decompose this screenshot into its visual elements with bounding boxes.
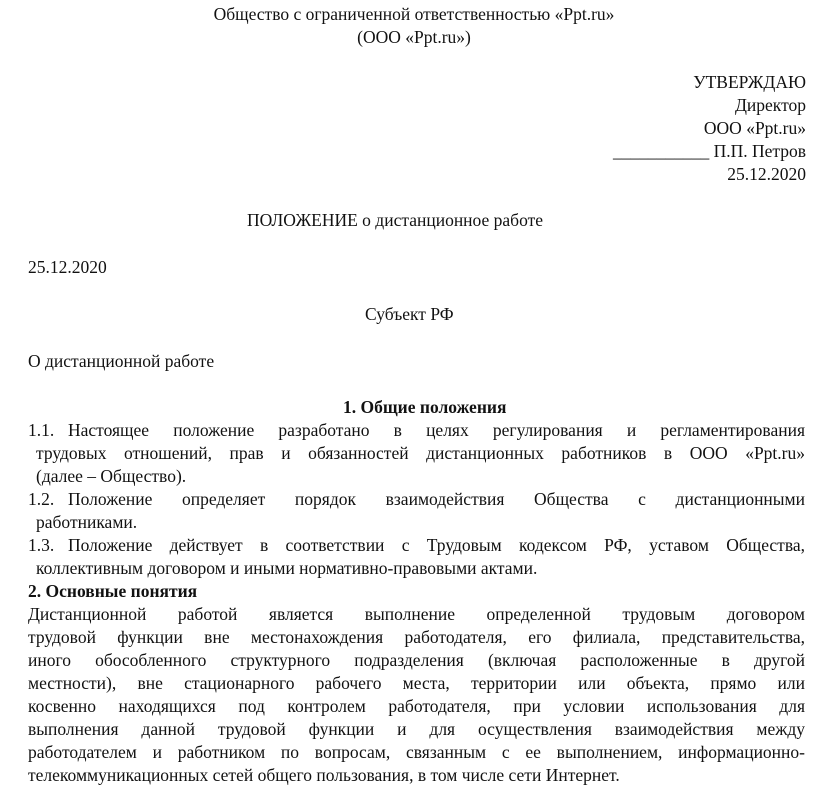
body-line: косвенно находящихся под контролем работодателя, при условии использования для	[28, 696, 805, 716]
body-line: трудовой функции вне местонахождения работодателя, его филиала, представительства,	[28, 627, 805, 647]
item-text-line: трудовых отношений, прав и обязанностей дистанционных работников в ООО «Ppt.ru»	[36, 443, 805, 463]
body-line: работодателем и работником по вопросам, связанным с ее выполнением, информационно-	[28, 742, 805, 762]
body-line: Дистанционной работой является выполнение определенной трудовым договором	[28, 604, 805, 624]
approval-position: Директор	[734, 95, 806, 115]
approval-date: 25.12.2020	[727, 164, 806, 184]
organization-full-name: Общество с ограниченной ответственностью «Ppt.ru»	[213, 4, 615, 24]
approval-title: УТВЕРЖДАЮ	[693, 72, 806, 92]
approval-company: ООО «Ppt.ru»	[703, 118, 806, 138]
signature-line: ___________	[612, 141, 710, 161]
item-number: 1.3.	[28, 535, 55, 555]
approval-signature	[613, 140, 806, 162]
item-text-line: коллективным договором и иными нормативно-правовыми актами.	[36, 558, 538, 578]
signatory-name: П.П. Петров	[713, 141, 806, 161]
document-place: Субъект РФ	[365, 304, 454, 324]
body-line: иного обособленного структурного подразделения (включая расположенные в другой	[28, 650, 805, 670]
item-text-line: (далее – Общество).	[36, 466, 187, 486]
item-text-line: Настоящее положение разработано в целях регулирования и регламентирования	[68, 420, 805, 440]
item-number: 1.1.	[28, 420, 55, 440]
item-text-line: работниками.	[36, 512, 138, 532]
document-title: ПОЛОЖЕНИЕ о дистанционное работе	[247, 210, 544, 230]
body-line: выполнения данной трудовой функции и для осуществления взаимодействия между	[28, 719, 805, 739]
body-line: телекоммуникационных сетей общего пользования, в том числе сети Интернет.	[28, 765, 620, 785]
item-number: 1.2.	[28, 489, 55, 509]
item-text-line: Положение действует в соответствии с Трудовым кодексом РФ, уставом Общества,	[68, 535, 805, 555]
document-subject: О дистанционной работе	[28, 351, 215, 371]
organization-short-name: (ООО «Ppt.ru»)	[357, 27, 471, 47]
body-line: местности), вне стационарного рабочего места, территории или объекта, прямо или	[28, 673, 805, 693]
section2-heading: 2. Основные понятия	[28, 581, 198, 601]
document-date: 25.12.2020	[28, 257, 107, 277]
section1-heading: 1. Общие положения	[343, 397, 507, 417]
item-text-line: Положение определяет порядок взаимодействия Общества с дистанционными	[68, 489, 805, 509]
